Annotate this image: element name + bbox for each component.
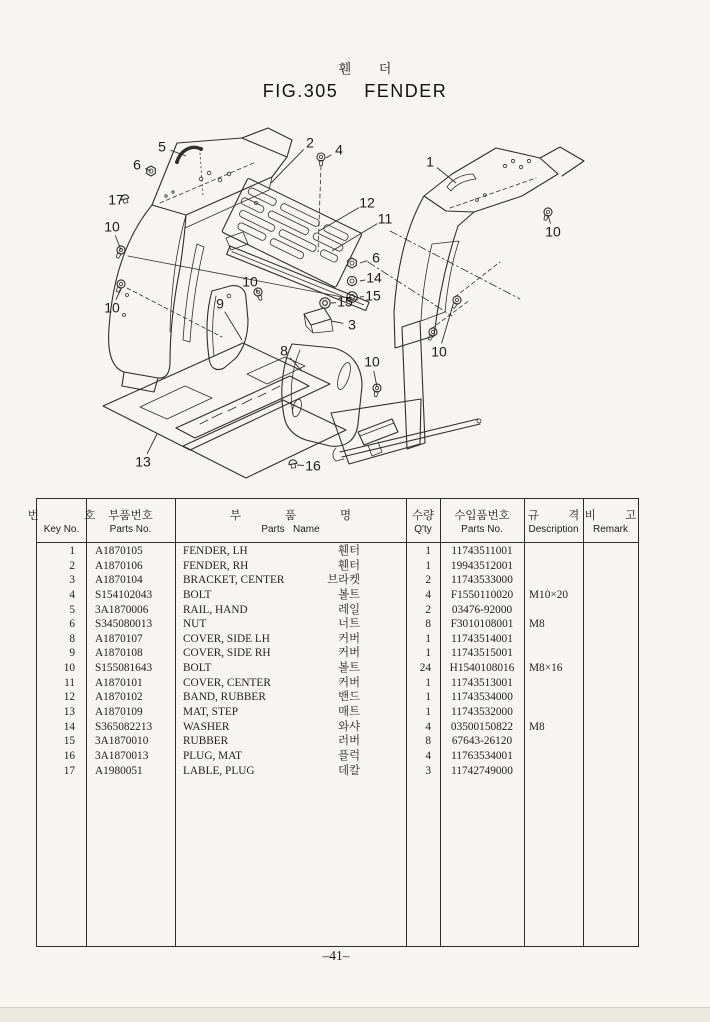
cell-import-parts-no: 11743533000 xyxy=(451,574,513,587)
cell-qty: 2 xyxy=(425,574,431,587)
parts-name-korean: 커버 xyxy=(338,676,360,689)
cell-qty: 1 xyxy=(425,632,431,645)
cell-import-parts-no: 03500150822 xyxy=(450,720,514,733)
cell-qty: 1 xyxy=(425,559,431,572)
table-row xyxy=(37,544,638,559)
parts-name-korean: 휀터 xyxy=(338,559,360,572)
cell-remark xyxy=(583,603,638,618)
parts-table xyxy=(27,498,650,947)
cell-parts-name xyxy=(175,661,406,676)
callout-leader-line xyxy=(326,155,331,158)
cell-parts-name xyxy=(175,632,406,647)
parts-name-english: COVER, SIDE RH xyxy=(183,647,271,660)
table-row xyxy=(37,603,638,618)
figure-number: FIG.305 xyxy=(262,81,339,101)
figure-name: FENDER xyxy=(364,81,448,101)
cell-remark xyxy=(583,588,638,603)
cell-parts-no: A1870104 xyxy=(95,574,143,587)
cell-description: M8 xyxy=(529,720,545,733)
diagram-callout-number: 12 xyxy=(359,194,375,211)
cell-remark xyxy=(583,705,638,720)
parts-name-korean: 와샤 xyxy=(338,720,360,733)
cell-parts-name xyxy=(175,559,406,574)
cell-key-no: 17 xyxy=(63,764,75,777)
diagram-callout-number: 14 xyxy=(366,269,382,286)
cell-parts-no: S365082213 xyxy=(95,720,153,733)
diagram-callout-number: 6 xyxy=(372,249,380,266)
cell-parts-name xyxy=(175,617,406,632)
parts-name-korean: 볼트 xyxy=(338,588,360,601)
cell-import-parts-no: 11743515001 xyxy=(451,647,513,660)
cell-parts-no: 3A1870013 xyxy=(95,749,149,762)
parts-name-english: RUBBER xyxy=(183,735,229,748)
cell-import-parts-no: F3010108001 xyxy=(450,618,514,631)
cell-remark xyxy=(583,661,638,676)
cell-parts-name xyxy=(175,588,406,603)
cell-key-no: 13 xyxy=(63,706,75,719)
cell-key-no: 2 xyxy=(69,559,75,572)
parts-name-korean: 레일 xyxy=(338,603,360,616)
parts-name-english: COVER, SIDE LH xyxy=(183,632,270,645)
cell-parts-name xyxy=(175,764,406,779)
diagram-callout-number: 10 xyxy=(431,343,447,360)
parts-name-english: LABLE, PLUG xyxy=(183,764,255,777)
cell-parts-name xyxy=(175,705,406,720)
bracket-center-drawing xyxy=(304,308,333,333)
parts-name-korean: 커버 xyxy=(338,632,360,645)
cell-qty: 8 xyxy=(425,618,431,631)
parts-name-english: RAIL, HAND xyxy=(183,603,248,616)
parts-name-english: BOLT xyxy=(183,662,212,675)
cell-remark xyxy=(583,764,638,779)
cell-remark xyxy=(583,617,638,632)
cell-parts-name xyxy=(175,603,406,618)
diagram-callout-number: 16 xyxy=(305,457,321,474)
callout-leader-line xyxy=(360,280,365,281)
table-row xyxy=(37,764,638,779)
parts-name-english: BAND, RUBBER xyxy=(183,691,266,704)
cell-qty: 1 xyxy=(425,691,431,704)
table-row xyxy=(37,617,638,632)
table-row xyxy=(37,661,638,676)
hand-rail-drawing xyxy=(175,147,203,196)
cell-parts-no: A1870106 xyxy=(95,559,143,572)
cell-qty: 4 xyxy=(425,749,431,762)
cell-key-no: 10 xyxy=(63,662,75,675)
cell-qty: 1 xyxy=(425,676,431,689)
fender-rh-drawing xyxy=(394,147,584,449)
callout-leader-line xyxy=(360,261,367,263)
parts-name-korean: 매트 xyxy=(338,706,360,719)
col-header-remark: 비 고 Remark xyxy=(584,509,650,535)
callout-leader-line xyxy=(331,321,343,323)
cell-import-parts-no: 11763534001 xyxy=(451,749,513,762)
cell-description xyxy=(524,705,583,720)
parts-name-english: BOLT xyxy=(183,588,212,601)
callout-leader-line xyxy=(332,224,377,251)
cell-remark xyxy=(583,690,638,705)
callout-leader-line xyxy=(147,434,157,454)
cell-remark xyxy=(583,734,638,749)
cell-remark xyxy=(583,544,638,559)
figure-title-korean: 휀 더 xyxy=(338,61,404,76)
cell-description xyxy=(524,573,583,588)
cell-key-no: 5 xyxy=(69,603,75,616)
cell-key-no: 16 xyxy=(63,749,75,762)
col-header-import-parts-no: 수입품번호 Parts No. xyxy=(454,509,510,535)
cell-description: M8×16 xyxy=(529,662,563,675)
table-row xyxy=(37,749,638,764)
cell-qty: 4 xyxy=(425,588,431,601)
cell-qty: 1 xyxy=(425,647,431,660)
callout-leader-line xyxy=(437,168,456,183)
parts-name-korean: 데칼 xyxy=(338,764,360,777)
diagram-callout-number: 5 xyxy=(158,138,166,155)
cell-parts-no: A1870105 xyxy=(95,545,143,557)
parts-name-english: BRACKET, CENTER xyxy=(183,574,285,587)
parts-name-english: COVER, CENTER xyxy=(183,676,271,689)
table-row xyxy=(37,559,638,574)
callout-layer xyxy=(104,135,561,474)
cell-qty: 2 xyxy=(425,603,431,616)
cell-qty: 4 xyxy=(425,720,431,733)
parts-name-english: WASHER xyxy=(183,720,230,733)
cell-qty: 1 xyxy=(425,545,431,557)
parts-name-korean: 밴드 xyxy=(338,691,360,704)
diagram-callout-number: 17 xyxy=(108,191,124,208)
parts-name-english: PLUG, MAT xyxy=(183,749,242,762)
cell-import-parts-no: F1550110020 xyxy=(450,588,514,601)
cover-side-lh-drawing xyxy=(282,344,362,446)
cell-parts-no: S154102043 xyxy=(95,588,153,601)
cell-description xyxy=(524,603,583,618)
cell-description xyxy=(524,690,583,705)
col-header-parts-no: 부품번호 Parts No. xyxy=(108,509,153,535)
diagram-callout-number: 11 xyxy=(377,210,393,227)
col-header-qty: 수량 Q'ty xyxy=(411,509,435,535)
diagram-callout-number: 4 xyxy=(335,141,343,158)
parts-name-english: MAT, STEP xyxy=(183,706,239,719)
cell-description xyxy=(524,764,583,779)
cell-description xyxy=(524,646,583,661)
table-row xyxy=(37,705,638,720)
cell-description: M10×20 xyxy=(529,588,569,601)
cell-parts-no: S155081643 xyxy=(95,662,153,675)
cell-key-no: 1 xyxy=(69,545,75,557)
parts-name-english: FENDER, RH xyxy=(183,559,249,572)
scan-edge-band xyxy=(0,1007,710,1022)
cell-parts-name xyxy=(175,544,406,559)
parts-name-korean: 커버 xyxy=(338,647,360,660)
cell-description: M8 xyxy=(529,618,545,631)
cell-remark xyxy=(583,646,638,661)
table-row xyxy=(37,632,638,647)
parts-name-korean: 플럭 xyxy=(338,749,360,762)
table-body xyxy=(37,544,638,778)
diagram-callout-number: 6 xyxy=(133,156,141,173)
cell-parts-no: 3A1870006 xyxy=(95,603,149,616)
cell-import-parts-no: 11743534000 xyxy=(451,691,513,704)
table-row xyxy=(37,588,638,603)
cell-import-parts-no: 67643-26120 xyxy=(451,735,513,748)
diagram-callout-number: 10 xyxy=(545,223,561,240)
table-row xyxy=(37,720,638,735)
col-header-description: 규 격 Description xyxy=(527,509,593,535)
diagram-callout-number: 9 xyxy=(216,295,224,312)
diagram-callout-number: 10 xyxy=(104,218,120,235)
cell-description xyxy=(524,749,583,764)
cell-remark xyxy=(583,676,638,691)
table-row xyxy=(37,690,638,705)
table-row xyxy=(37,676,638,691)
cell-parts-name xyxy=(175,690,406,705)
cell-parts-no: A1870101 xyxy=(95,676,143,689)
diagram-callout-number: 8 xyxy=(280,342,288,359)
cell-parts-name xyxy=(175,734,406,749)
table-header xyxy=(27,499,650,543)
cell-description xyxy=(524,544,583,559)
cell-import-parts-no: 11743511001 xyxy=(451,545,513,557)
col-header-key-no: 번 호 Key No. xyxy=(27,509,109,535)
diagram-callout-number: 10 xyxy=(242,273,258,290)
cell-qty: 1 xyxy=(425,706,431,719)
parts-name-korean: 볼트 xyxy=(338,662,360,675)
cell-key-no: 11 xyxy=(64,676,75,689)
cell-key-no: 6 xyxy=(69,618,75,631)
cell-import-parts-no: 03476-92000 xyxy=(451,603,513,616)
callout-leader-line xyxy=(442,305,453,343)
diagram-callout-number: 10 xyxy=(104,299,120,316)
cell-parts-no: A1870107 xyxy=(95,632,143,645)
cell-parts-name xyxy=(175,646,406,661)
cell-remark xyxy=(583,720,638,735)
cell-parts-no: A1980051 xyxy=(95,764,143,777)
diagram-callout-number: 15 xyxy=(337,293,353,310)
table-row xyxy=(37,734,638,749)
cell-key-no: 4 xyxy=(69,588,75,601)
cell-import-parts-no: 11743514001 xyxy=(451,632,513,645)
parts-name-korean: 브라켓 xyxy=(327,574,360,587)
cell-description xyxy=(524,734,583,749)
cell-parts-no: A1870102 xyxy=(95,691,143,704)
diagram-callout-number: 13 xyxy=(135,453,151,470)
cell-description xyxy=(524,559,583,574)
cell-description xyxy=(524,676,583,691)
cell-parts-name xyxy=(175,573,406,588)
cell-parts-name xyxy=(175,720,406,735)
cell-key-no: 15 xyxy=(63,735,75,748)
cell-parts-no: A1870109 xyxy=(95,706,143,719)
parts-name-korean: 러버 xyxy=(338,735,360,748)
diagram-callout-number: 15 xyxy=(365,287,381,304)
cell-parts-name xyxy=(175,749,406,764)
cell-key-no: 14 xyxy=(63,720,75,733)
table-row xyxy=(37,573,638,588)
cell-remark xyxy=(583,559,638,574)
parts-name-english: NUT xyxy=(183,618,207,631)
parts-name-korean: 휀터 xyxy=(338,545,360,557)
cell-import-parts-no: 11742749000 xyxy=(451,764,513,777)
cell-import-parts-no: 19943512001 xyxy=(450,559,514,572)
cell-parts-no: S345080013 xyxy=(95,618,153,631)
diagram-callout-number: 10 xyxy=(364,353,380,370)
cell-remark xyxy=(583,573,638,588)
cell-qty: 8 xyxy=(425,735,431,748)
table-row xyxy=(37,646,638,661)
page-number: –41– xyxy=(322,948,350,963)
diagram-callout-number: 1 xyxy=(426,153,434,170)
parts-name-english: FENDER, LH xyxy=(183,545,248,557)
cell-qty: 24 xyxy=(419,662,431,675)
cell-remark xyxy=(583,632,638,647)
cell-qty: 3 xyxy=(425,764,431,777)
cell-remark xyxy=(583,749,638,764)
callout-leader-line xyxy=(225,312,242,340)
diagram-callout-number: 3 xyxy=(348,316,356,333)
cell-key-no: 12 xyxy=(63,691,75,704)
cell-description xyxy=(524,632,583,647)
parts-name-korean: 너트 xyxy=(338,618,360,631)
cell-key-no: 9 xyxy=(69,647,75,660)
cell-import-parts-no: 11743513001 xyxy=(451,676,513,689)
callout-leader-line xyxy=(319,208,359,231)
cell-key-no: 3 xyxy=(69,574,75,587)
cell-import-parts-no: 11743532000 xyxy=(451,706,513,719)
diagram-callout-number: 2 xyxy=(306,134,314,151)
cell-key-no: 8 xyxy=(69,632,75,645)
cell-import-parts-no: H1540108016 xyxy=(449,662,515,675)
cell-parts-name xyxy=(175,676,406,691)
cell-parts-no: 3A1870010 xyxy=(95,735,149,748)
col-header-parts-name: 부품명 Parts Name xyxy=(229,509,396,535)
cell-parts-no: A1870108 xyxy=(95,647,143,660)
